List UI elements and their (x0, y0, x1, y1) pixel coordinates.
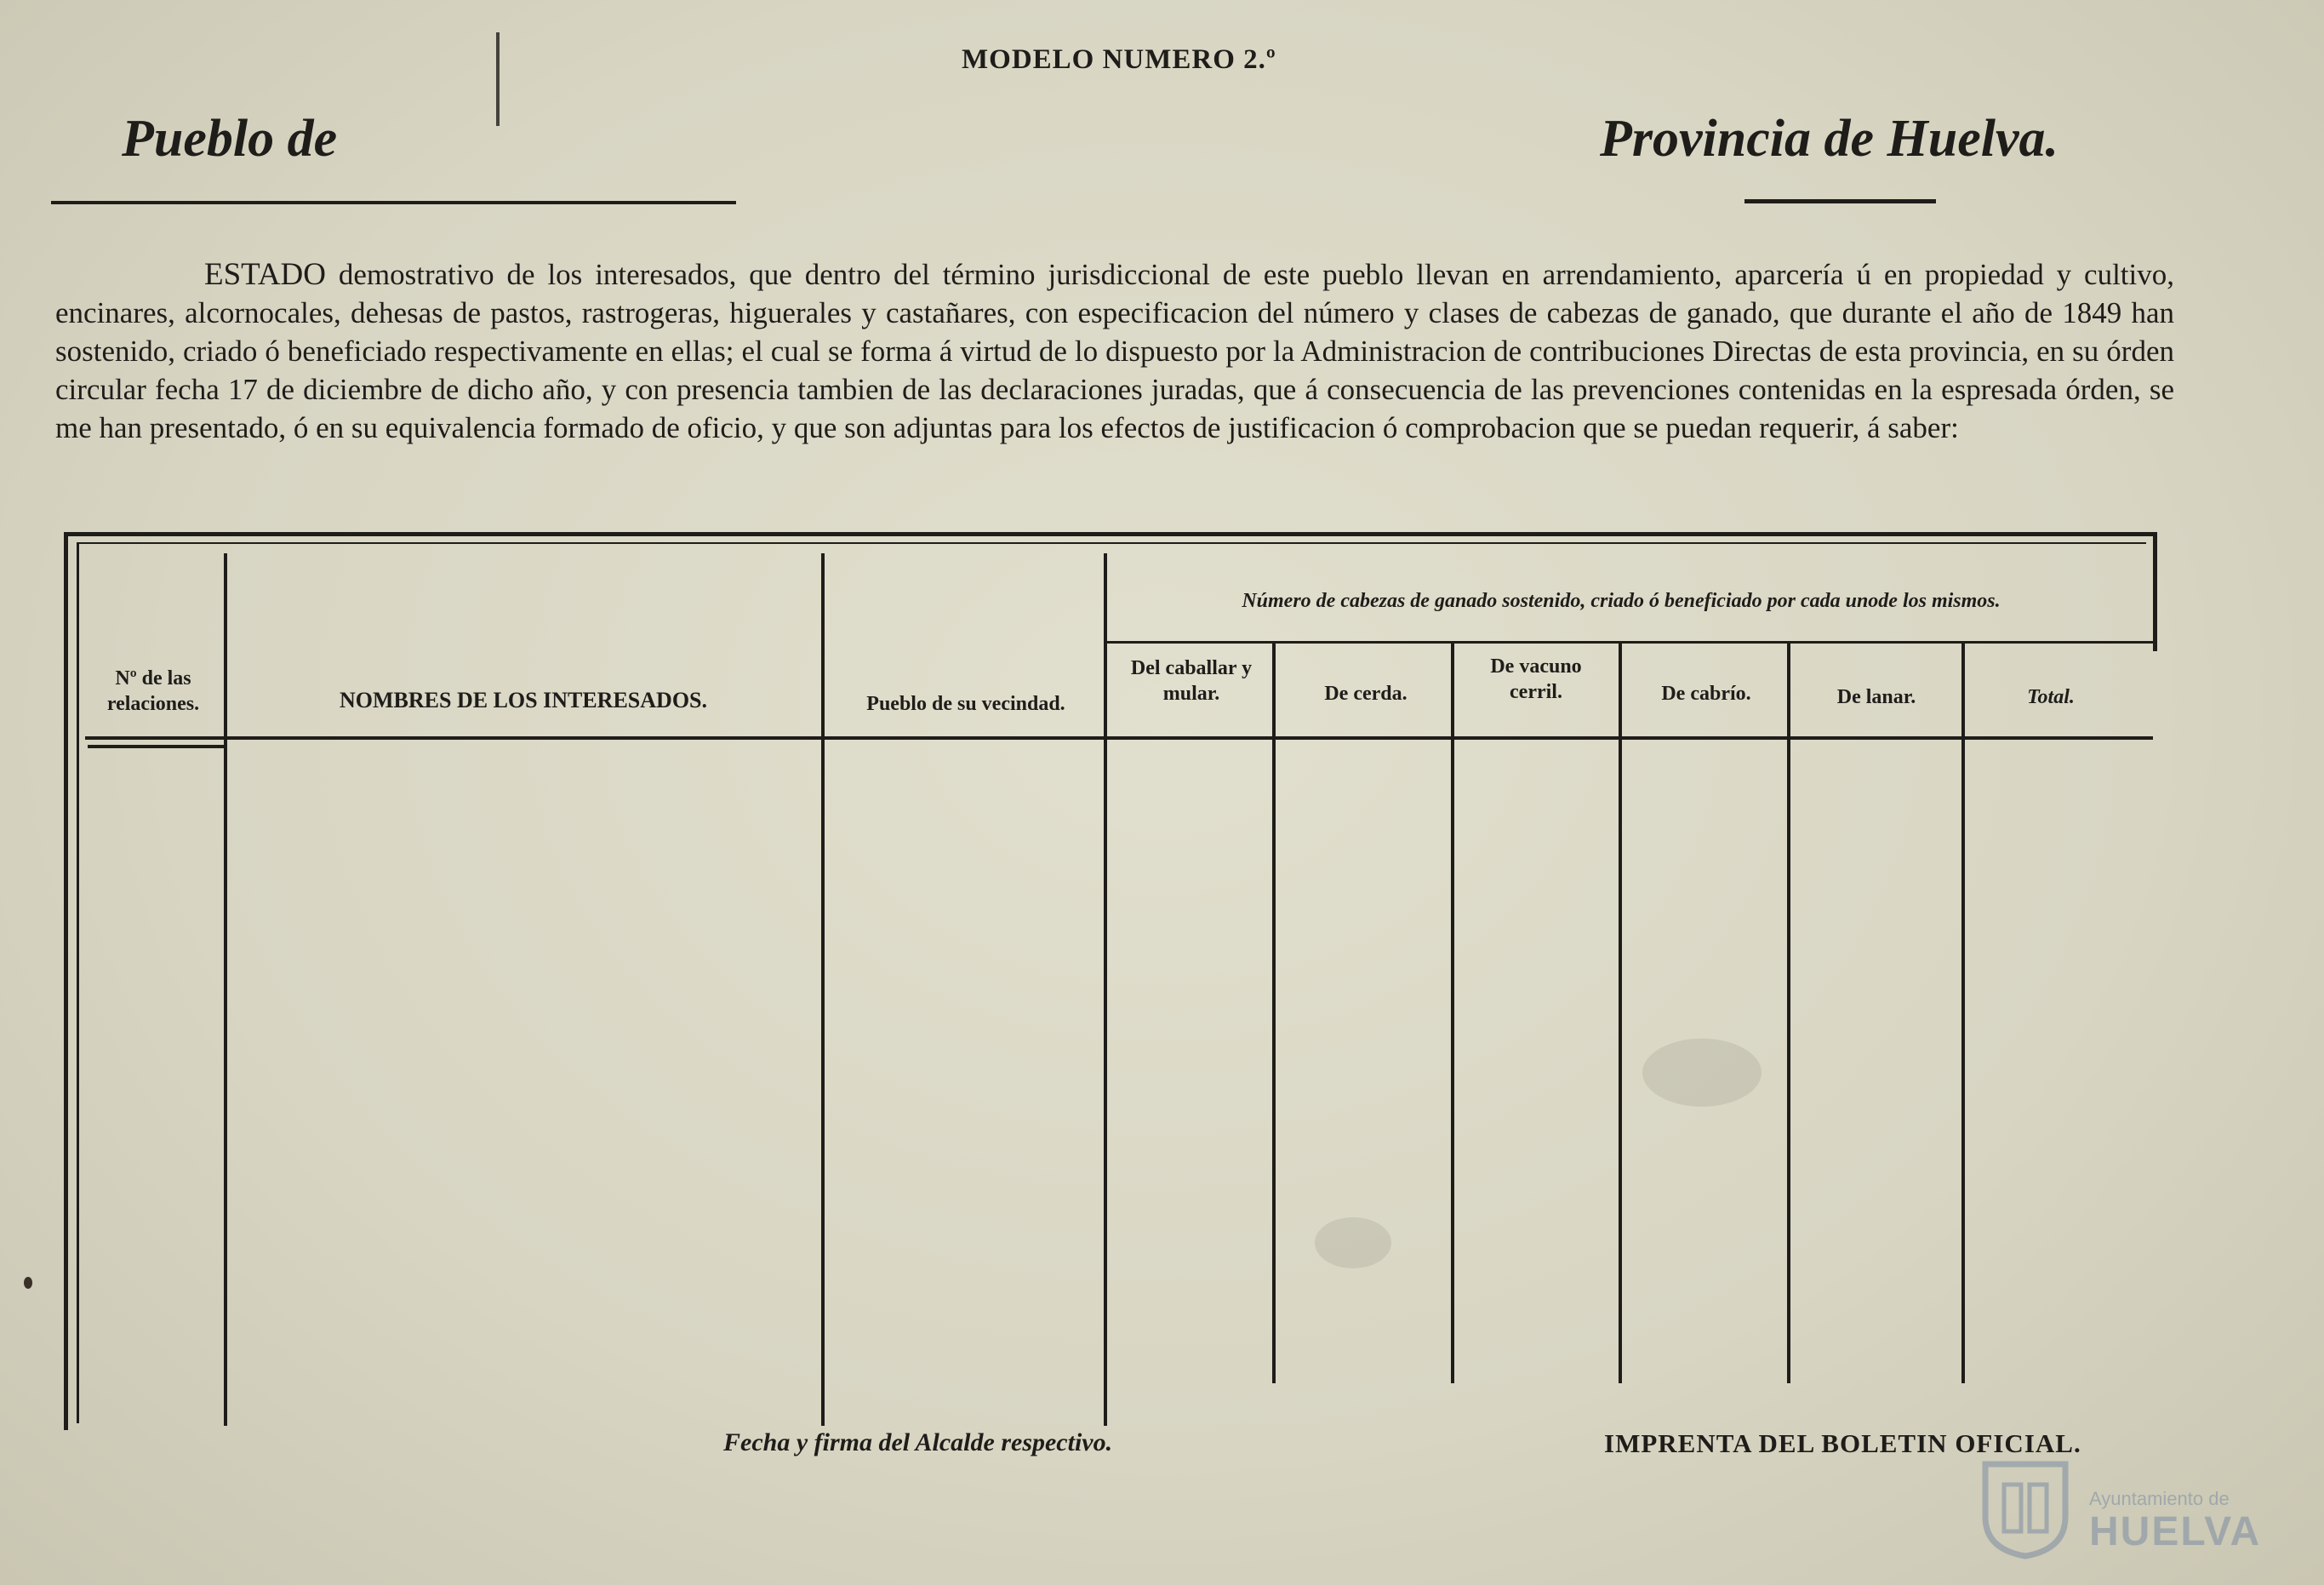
table-top-border-inner (77, 542, 2146, 544)
watermark-small-text: Ayuntamiento de (2089, 1488, 2230, 1509)
intro-lead: ESTADO (204, 257, 326, 292)
col-header-numero: Nº de las relaciones. (106, 667, 200, 715)
intro-paragraph (55, 255, 2174, 447)
alcalde-signature-note: Fecha y firma del Alcalde respectivo. (723, 1428, 1113, 1456)
col-divider-5 (1451, 643, 1454, 1383)
handwritten-mark (496, 32, 500, 126)
col-header-pueblo: Pueblo de su vecindad. (866, 693, 1065, 715)
header-bottom-rule (85, 736, 2153, 740)
shield-icon (1979, 1457, 2072, 1559)
livestock-group-title: Número de cabezas de ganado sostenido, criado ó beneficiado por cada unode los mismos. (1242, 590, 2001, 612)
provincia-underline (1744, 199, 1936, 203)
col-header-caballar: Del caballar y mular. (1130, 657, 1253, 705)
col-header-vacuno: De vacuno cerril. (1490, 655, 1582, 703)
col-divider-6 (1619, 643, 1622, 1383)
pueblo-label: Pueblo de (122, 110, 338, 168)
col-divider-7 (1787, 643, 1790, 1383)
col-divider-4 (1272, 643, 1276, 1383)
printer-imprint: IMPRENTA DEL BOLETIN OFICIAL. (1604, 1428, 2081, 1458)
watermark-big-text: HUELVA (2089, 1509, 2262, 1554)
col-header-lanar: De lanar. (1836, 686, 1916, 708)
group-title-underline (1106, 641, 2155, 644)
table-left-border-inner (77, 542, 79, 1423)
modelo-number: MODELO NUMERO 2.º (962, 44, 1276, 75)
table-right-border (2153, 532, 2157, 651)
ink-dot (24, 1277, 32, 1289)
col-divider-8 (1961, 643, 1965, 1383)
paper-stain (1642, 1039, 1762, 1107)
col-header-nombres: NOMBRES DE LOS INTERESADOS. (340, 688, 707, 712)
col-header-total: Total. (2027, 686, 2075, 708)
col-divider-3 (1104, 553, 1107, 1426)
header-bottom-rule-left (88, 745, 224, 748)
table-left-border (64, 532, 68, 1430)
col-header-cerda: De cerda. (1324, 683, 1408, 705)
table-top-border (64, 532, 2157, 536)
intro-text: demostrativo de los interesados, que dentro del término jurisdiccional de este pueblo llevan en arrendamiento, aparcería ú en propiedad y cultivo, encinares, alcornocales, dehesas de pastos, rastrogeras, higuerales y castañares, con especificacion del número y clases de cabezas de ganado, que durante el año de 1849 han sostenido, criado ó beneficiado respectivamente en ellas; el cual se forma á virtud de lo dispuesto por la Administracion de contribuciones Directas de esta provincia, en su órden circular fecha 17 de diciembre de dicho año, y con presencia tambien de las declaraciones juradas, que á consecuencia de las prevenciones contenidas en la espresada órden, se me han presentado, ó en su equivalencia formado de oficio, y que son adjuntas para los efectos de justificacion ó comprobacion que se puedan requerir, á saber: (55, 258, 2175, 444)
provincia-label: Provincia de Huelva. (1600, 110, 2058, 168)
huelva-watermark (1979, 1457, 2319, 1559)
paper-stain (1315, 1217, 1391, 1268)
col-header-cabrio: De cabrío. (1661, 683, 1751, 705)
col-divider-2 (821, 553, 825, 1426)
pueblo-fill-line (51, 201, 736, 204)
